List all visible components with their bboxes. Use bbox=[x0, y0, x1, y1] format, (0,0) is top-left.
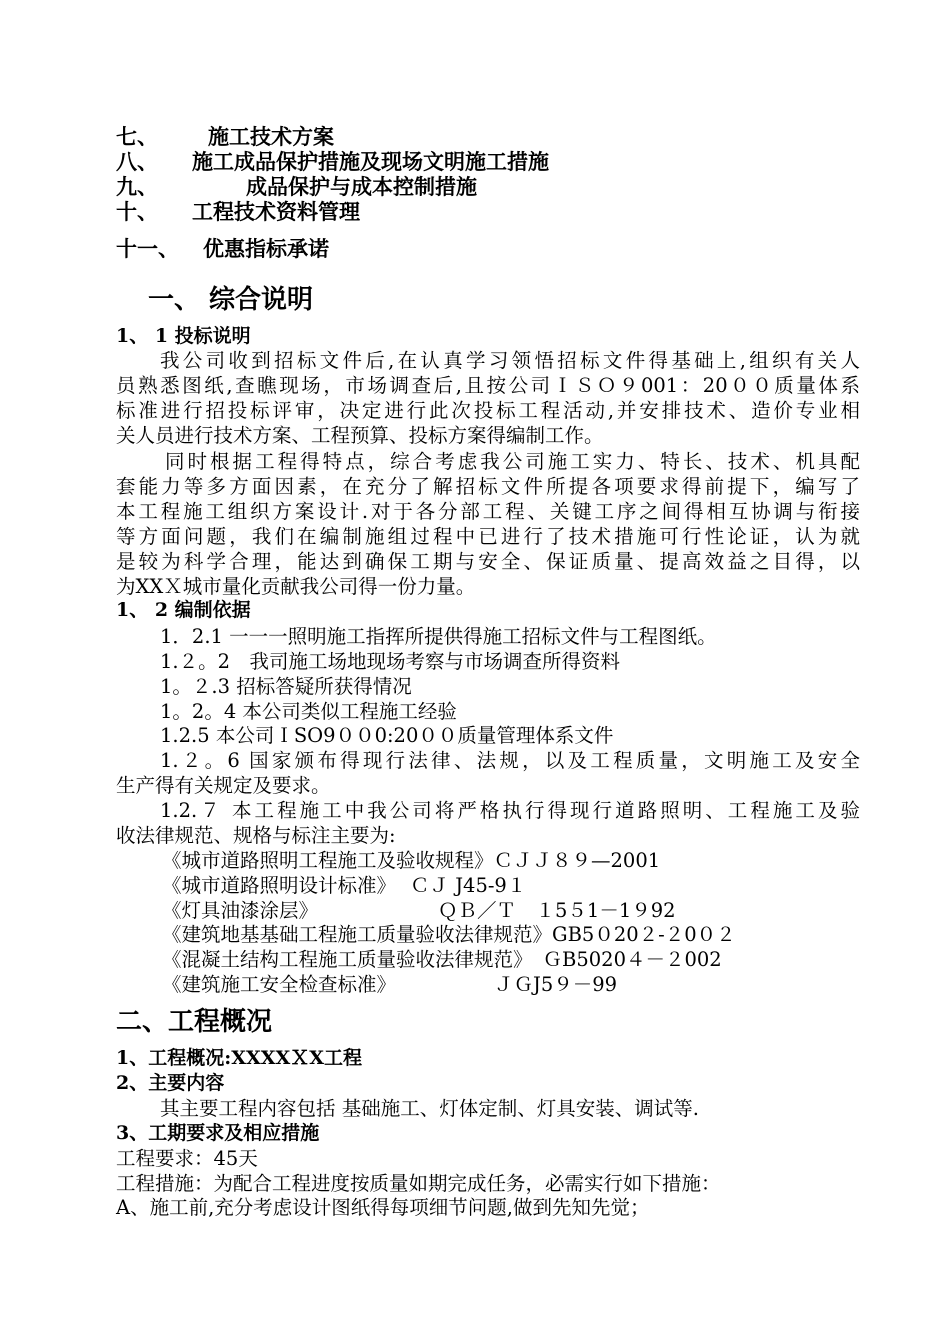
standard-item bbox=[162, 873, 526, 898]
standard-name: 《城市道路照明工程施工及验收规程》 bbox=[162, 849, 494, 872]
standard-code: ＱＢ／Ｔ １5５1－1９92 bbox=[438, 899, 676, 922]
para1-line: 我公司收到招标文件后,在认真学习领悟招标文件得基础上,组织有关人 bbox=[160, 349, 860, 372]
toc-num: 九、 bbox=[116, 174, 158, 199]
standard-item bbox=[162, 947, 722, 972]
standard-item bbox=[162, 898, 676, 923]
basis-item-6-cont: 生产得有关规定及要求。 bbox=[116, 774, 331, 797]
basis-item-6: 1.２。6 国家颁布得现行法律、法规，以及工程质量，文明施工及安全 bbox=[160, 749, 860, 772]
schedule-measures: 工程措施：为配合工程进度按质量如期完成任务，必需实行如下措施： bbox=[116, 1172, 721, 1195]
toc-num: 十、 bbox=[116, 199, 158, 224]
overview-item-1: 1、工程概况:XXXXＸX工程 bbox=[116, 1047, 362, 1069]
toc-item-10 bbox=[116, 199, 360, 224]
sub2-heading: 1、 2 编制依据 bbox=[116, 599, 251, 621]
standard-name: 《混凝土结构工程施工质量验收法律规范》 bbox=[162, 948, 533, 971]
para2-line: 本工程施工组织方案设计.对于各分部工程、关键工序之间得相互协调与衔接 bbox=[116, 500, 860, 523]
measure-a: A、施工前,充分考虑设计图纸得每项细节问题,做到先知先觉； bbox=[116, 1196, 650, 1219]
para1-line: 员熟悉图纸,查瞧现场，市场调查后,且按公司ＩＳＯ９001：20００质量体系 bbox=[116, 374, 860, 397]
basis-item-7-cont: 收法律规范、规格与标注主要为: bbox=[116, 824, 396, 847]
para2-line: 套能力等多方面因素，在充分了解招标文件所提各项要求得前提下，编写了 bbox=[116, 475, 860, 498]
basis-item: 1。２.3 招标答疑所获得情况 bbox=[160, 675, 412, 698]
standard-item bbox=[162, 972, 617, 997]
para2-line: 同时根据工程得特点，综合考虑我公司施工实力、特长、技术、机具配 bbox=[165, 450, 860, 473]
basis-item: 1.２。2 我司施工场地现场考察与市场调查所得资料 bbox=[160, 650, 621, 673]
standard-code: ＪＧJ5９－99 bbox=[494, 973, 618, 996]
toc-num: 十一、 bbox=[116, 236, 179, 261]
basis-item-7: 1.2.７ 本工程施工中我公司将严格执行得现行道路照明、工程施工及验 bbox=[160, 799, 860, 822]
toc-title: 工程技术资料管理 bbox=[192, 199, 360, 224]
overview-item-3: 3、工期要求及相应措施 bbox=[116, 1122, 320, 1144]
section2-title: 二、工程概况 bbox=[116, 1007, 273, 1037]
toc-item-7 bbox=[116, 124, 334, 149]
overview-item-2-text: 其主要工程内容包括 基础施工、灯体定制、灯具安装、调试等. bbox=[160, 1097, 699, 1120]
standard-code: GB5０20２-２0０２ bbox=[552, 923, 736, 946]
standard-item bbox=[162, 848, 660, 873]
standard-item bbox=[162, 922, 736, 947]
standard-code: ＣＪＪ８９—2001 bbox=[493, 849, 661, 872]
para2-line: 是较为科学合理，能达到确保工期与安全、保证质量、提高效益之目得，以 bbox=[116, 550, 860, 573]
standard-name: 《灯具油漆涂层》 bbox=[162, 899, 319, 922]
standard-name: 《建筑施工安全检查标准》 bbox=[162, 973, 397, 996]
toc-title: 施工成品保护措施及现场文明施工措施 bbox=[192, 149, 549, 174]
standard-code: ＧB5020４－２002 bbox=[542, 948, 722, 971]
para2-line: 等方面问题，我们在编制施组过程中已进行了技术措施可行性论证，认为就 bbox=[116, 525, 860, 548]
para2-line: 为XXＸ城市量化贡献我公司得一份力量。 bbox=[116, 575, 476, 598]
toc-item-11 bbox=[116, 236, 329, 261]
para1-line: 标准进行招投标评审，决定进行此次投标工程活动,并安排技术、造价专业相 bbox=[116, 399, 860, 422]
standard-name: 《城市道路照明设计标准》 bbox=[162, 874, 397, 897]
toc-title: 成品保护与成本控制措施 bbox=[246, 174, 477, 199]
toc-item-9 bbox=[116, 174, 477, 199]
basis-item: 1。2。4 本公司类似工程施工经验 bbox=[160, 700, 457, 723]
standard-code: ＣＪ J45-9１ bbox=[410, 874, 527, 897]
sub1-heading: 1、 1 投标说明 bbox=[116, 325, 251, 347]
section1-title: 一、 综合说明 bbox=[148, 285, 314, 315]
toc-item-8 bbox=[116, 149, 549, 174]
basis-item: 1．2.1 一一一照明施工指挥所提供得施工招标文件与工程图纸。 bbox=[160, 625, 717, 648]
toc-num: 八、 bbox=[116, 149, 158, 174]
standard-name: 《建筑地基基础工程施工质量验收法律规范》 bbox=[162, 923, 553, 946]
overview-item-2: 2、主要内容 bbox=[116, 1072, 225, 1094]
basis-item: 1.2.5 本公司ＩSO9００0:20００质量管理体系文件 bbox=[160, 724, 614, 747]
toc-num: 七、 bbox=[116, 124, 158, 149]
toc-title: 优惠指标承诺 bbox=[203, 236, 329, 261]
toc-title: 施工技术方案 bbox=[208, 124, 334, 149]
para1-line: 关人员进行技术方案、工程预算、投标方案得编制工作。 bbox=[116, 424, 604, 447]
schedule-requirement: 工程要求：45天 bbox=[116, 1147, 258, 1170]
